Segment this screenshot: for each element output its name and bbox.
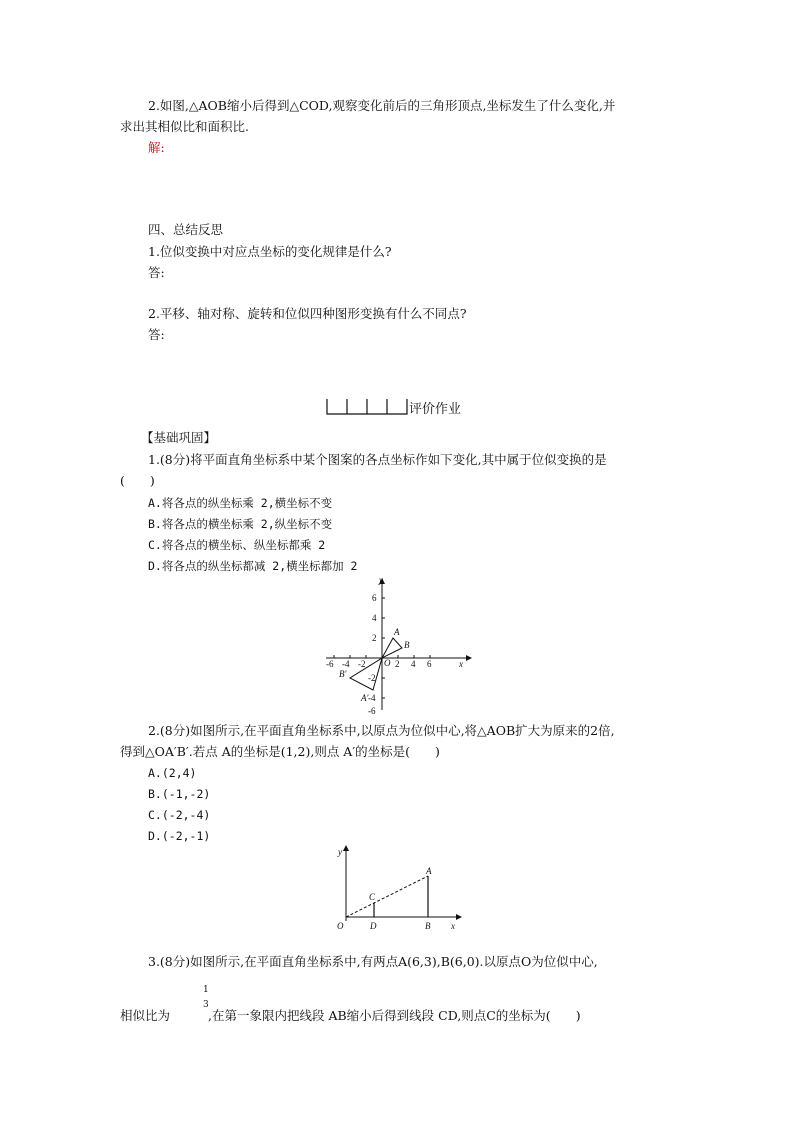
question-2-prev-line1: 2.如图,△AOB缩小后得到△COD,观察变化前后的三角形顶点,坐标发生了什么变化,并 xyxy=(148,98,616,113)
exercise-1-option-b: B.将各点的横坐标乘 2,纵坐标不变 xyxy=(148,517,333,531)
exercise-2-option-d: D.(-2,-1) xyxy=(148,829,211,843)
point-a-label: A xyxy=(426,866,432,876)
x-tick-label: -4 xyxy=(342,659,350,669)
point-b-label: B xyxy=(404,640,410,650)
exercise-1-option-a: A.将各点的纵坐标乘 2,横坐标不变 xyxy=(148,496,333,510)
exercise-3-line2-prefix: 相似比为 xyxy=(120,1008,171,1023)
x-axis-label: x xyxy=(459,659,463,669)
x-axis-label: x xyxy=(451,921,455,931)
fraction-denominator: 3 xyxy=(203,1000,209,1010)
point-c-label: C xyxy=(369,892,376,902)
exercise-1-line2: ( ) xyxy=(120,473,155,488)
section-label: 【基础巩固】 xyxy=(141,430,217,445)
title-bracket-decoration xyxy=(326,397,410,417)
exercise-3-line1: 3.(8分)如图所示,在平面直角坐标系中,有两点A(6,3),B(6,0).以原点O为位似中心, xyxy=(148,954,598,969)
y-tick-label: 2 xyxy=(372,633,377,643)
exercise-1-line1: 1.(8分)将平面直角坐标系中某个图案的各点坐标作如下变化,其中属于位似变换的是 xyxy=(148,452,607,467)
summary-question-2: 2.平移、轴对称、旋转和位似四种图形变换有什么不同点? xyxy=(148,306,467,321)
exercise-2-option-b: B.(-1,-2) xyxy=(148,787,211,801)
point-a-label: A xyxy=(394,627,400,637)
question-2-prev-line2: 求出其相似比和面积比. xyxy=(120,119,249,134)
point-b-label: B xyxy=(425,921,431,931)
exercise-2-option-a: A.(2,4) xyxy=(148,766,197,780)
figure-1-coordinate-plane xyxy=(320,574,480,714)
homework-title: 评价作业 xyxy=(409,402,462,417)
exercise-1-option-c: C.将各点的横坐标、纵坐标都乘 2 xyxy=(148,538,326,552)
answer-label: 解: xyxy=(148,140,165,155)
summary-question-1: 1.位似变换中对应点坐标的变化规律是什么? xyxy=(148,244,392,259)
point-b-prime-label: B′ xyxy=(339,669,347,679)
exercise-2-line2: 得到△OA′B′.若点 A的坐标是(1,2),则点 A′的坐标是( ) xyxy=(120,744,440,759)
x-tick-label: 2 xyxy=(395,659,400,669)
x-axis-arrow xyxy=(466,655,472,661)
point-d-label: D xyxy=(370,921,377,931)
y-tick-label: 6 xyxy=(372,593,377,603)
fraction-numerator: 1 xyxy=(203,985,209,995)
dashed-line-oa xyxy=(346,876,428,917)
triangle-a-prime-o-b-prime xyxy=(350,658,382,690)
y-tick-label: -4 xyxy=(368,693,376,703)
exercise-1-option-d: D.将各点的纵坐标都减 2,横坐标都加 2 xyxy=(148,559,358,573)
y-axis-arrow xyxy=(343,845,349,851)
origin-label: O xyxy=(337,921,344,931)
summary-answer-2: 答: xyxy=(148,327,165,342)
figure-2-coordinate-plane xyxy=(334,843,464,933)
summary-heading: 四、总结反思 xyxy=(148,222,224,237)
point-a-prime-label: A′ xyxy=(361,693,369,703)
summary-answer-1: 答: xyxy=(148,265,165,280)
x-axis-arrow xyxy=(456,914,462,920)
y-axis-label: y xyxy=(338,847,342,857)
y-tick-label: 4 xyxy=(372,613,377,623)
exercise-2-option-c: C.(-2,-4) xyxy=(148,808,211,822)
triangle-aob xyxy=(382,638,402,658)
origin-label: O xyxy=(384,658,391,668)
x-tick-label: -6 xyxy=(326,659,334,669)
y-tick-label: -2 xyxy=(368,673,376,683)
y-tick-label: -6 xyxy=(368,706,376,716)
exercise-2-line1: 2.(8分)如图所示,在平面直角坐标系中,以原点为位似中心,将△AOB扩大为原来的2倍, xyxy=(148,723,615,738)
exercise-3-line2-suffix: ,在第一象限内把线段 AB缩小后得到线段 CD,则点C的坐标为( ) xyxy=(208,1008,581,1023)
x-tick-label: 6 xyxy=(427,659,432,669)
x-tick-label: -2 xyxy=(358,659,366,669)
x-tick-label: 4 xyxy=(411,659,416,669)
y-axis-label: y xyxy=(379,575,383,585)
